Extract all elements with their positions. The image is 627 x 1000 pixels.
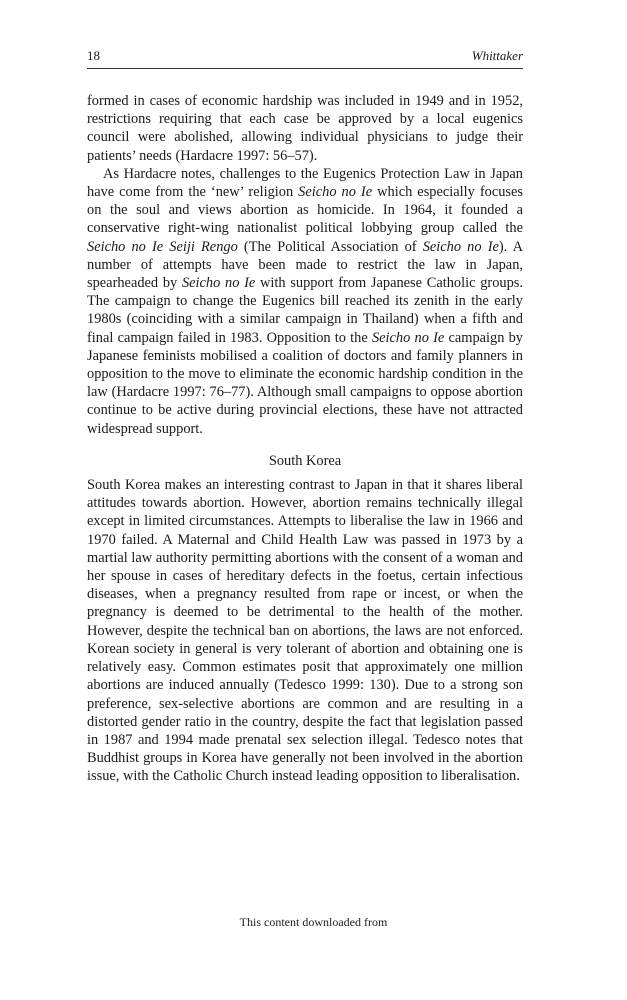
italic-term: Seicho no Ie Seiji Rengo (87, 238, 238, 255)
text-run: (The Political Association of (237, 238, 423, 255)
text-run: which especially focuses on the soul and views abortion as homicide. In 1964, it founded a conservative right-wing nationalist political lobbying group called the (87, 184, 524, 237)
paragraph-1: formed in cases of economic hardship was included in 1949 and in 1952, restrictions requiring that each case be approved by a local eugenics council were abolished, allowing individual physicians to judge their patients’ needs (Hardacre 1997: 56–57). (87, 93, 523, 164)
italic-term: Seicho no Ie (298, 184, 373, 201)
paragraph-2 (87, 165, 523, 438)
italic-term: Seicho no Ie (422, 238, 499, 255)
download-footer: This content downloaded from (239, 915, 388, 929)
paragraph-3: South Korea makes an interesting contrast to Japan in that it shares liberal attitudes towards abortion. However, abortion remains technically illegal except in limited circumstances. Attempts to liberalise the law in 1966 and 1970 failed. A Maternal and Child Health Law was passed in 1973 by a martial law authority permitting abortions with the consent of a woman and her spouse in cases of hereditary defects in the foetus, certain infectious diseases, when a pregnancy resulted from rape or incest, or when the pregnancy is deemed to be detrimental to the health of the mother. However, despite the technical ban on abortions, the laws are not enforced. Korean society in general is very tolerant of abortion and obtaining one is relatively easy. Common estimates posit that approximately one million abortions are induced annually (Tedesco 1999: 130). Due to a strong son preference, sex-selective abortions are common and are resulting in a distorted gender ratio in the country, despite the fact that legislation passed in 1987 and 1994 made prenatal sex selection illegal. Tedesco notes that Buddhist groups in Korea have generally not been involved in the abortion issue, with the Catholic Church instead leading opposition to liberalisation. (87, 477, 523, 785)
text-run: campaign by Japanese feminists mobilised a coalition of doctors and family planners in opposition to the move to eliminate the economic hardship condition in the law (Hardacre 1997: 76–77). Although small campaigns to oppose abortion continue to be active during provincial elections, these have not attracted widespread support. (87, 329, 524, 437)
running-header (87, 48, 523, 69)
italic-term: Seicho no Ie (181, 275, 256, 292)
text-run: with support from Japanese Catholic groups. The campaign to change the Eugenics bill reached its zenith in the early 1980s (coinciding with a similar campaign in Thailand) when a fifth and final campaign failed in 1983. Opposition to the (87, 275, 523, 346)
text-run: As Hardacre notes, challenges to the Eugenics Protection Law in Japan have come from the ‘new’ religion (87, 165, 523, 201)
text-run: ). A number of attempts have been made to restrict the law in Japan, spearheaded by (87, 238, 523, 292)
body-text (87, 92, 523, 786)
running-head-author: Whittaker (471, 48, 523, 63)
page-number: 18 (87, 48, 100, 63)
italic-term: Seicho no Ie (371, 329, 445, 346)
section-heading: South Korea (268, 452, 342, 469)
